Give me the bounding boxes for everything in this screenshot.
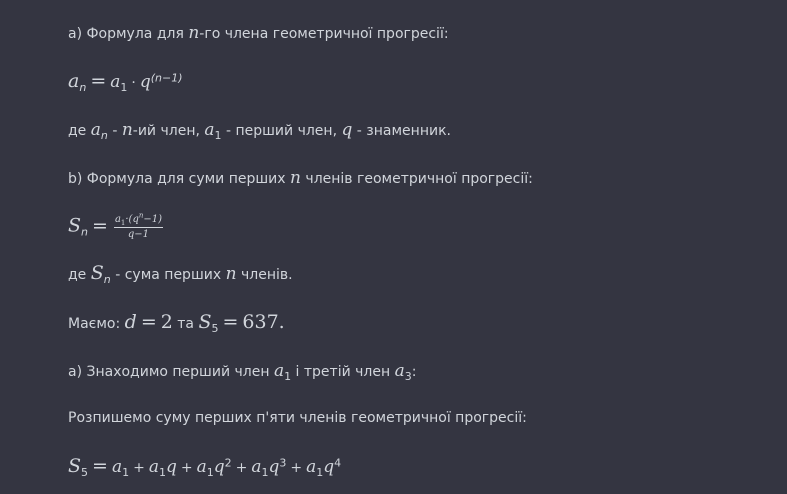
step-expand-sum [68,408,527,428]
text: де [68,123,91,139]
math-subscript: n [81,225,89,239]
math-operator: + [180,460,193,476]
formula-sum [68,211,163,241]
heading-nth-term-formula [68,23,449,44]
math-variable: a [394,361,405,381]
text: Розпишемо суму перших п'яти членів геометричної прогресії: [68,410,527,426]
math-subscript: n [100,128,108,142]
math-number: 637. [242,311,285,333]
math-variable: S [90,262,104,284]
given-values [68,312,285,334]
math-variable: S [68,214,82,237]
fraction-numerator [114,211,163,228]
math-subscript: n [103,272,111,286]
fraction-denominator: q−1 [127,229,150,240]
math-subscript: 1 [120,219,126,227]
text: - перший член, [221,123,342,139]
math-operator: + [133,460,145,476]
text: -ий член, [132,123,205,139]
math-variable: a [273,361,285,381]
math-exponent: 3 [279,456,287,470]
text: b) Формула для суми перших [68,171,291,187]
math-exponent: 2 [224,456,232,470]
math-expression: ·(q [125,214,139,225]
math-subscript: 1 [206,465,214,479]
text: : [411,364,417,380]
nth-term-explanation [68,120,451,141]
sum-explanation [68,263,293,285]
math-operator: = [140,311,157,333]
text: а) Формула для [68,26,189,42]
math-subscript: 1 [316,465,324,479]
text: Маємо: [68,316,125,332]
formula-nth-term [68,71,183,93]
math-subscript: 1 [158,465,166,479]
math-variable: a [148,457,159,477]
math-fraction [114,211,163,241]
math-variable: q [139,72,151,92]
math-variable: a [110,72,121,92]
text: членів. [236,267,293,283]
math-variable: a [251,457,262,477]
math-variable: a [114,214,121,225]
math-subscript: 5 [81,465,89,479]
math-operator: = [92,455,108,477]
text: - сума перших [110,267,226,283]
math-exponent: (n−1) [150,71,183,85]
math-variable: n [188,23,200,43]
math-exponent: n [138,211,144,220]
text: а) Знаходимо перший член [68,364,274,380]
math-operator: = [222,311,239,333]
text: де [68,267,91,283]
math-subscript: 1 [284,369,292,383]
math-subscript: 1 [261,465,269,479]
step-find-terms [68,361,416,382]
math-subscript: 5 [211,321,219,335]
math-variable: a [204,120,215,140]
math-variable: a [90,120,101,140]
text: -го члена геометричної прогресії: [199,26,449,42]
math-variable: a [68,70,80,92]
math-variable: a [306,457,317,477]
math-subscript: 1 [120,80,128,94]
math-variable: q [268,457,280,477]
math-operator: = [92,214,108,237]
math-subscript: 1 [214,128,222,142]
math-variable: q [165,457,177,477]
math-variable: a [111,457,123,477]
math-expression: −1) [143,214,163,225]
math-operator: + [290,460,303,476]
math-operator: + [235,460,248,476]
math-variable: n [225,264,237,284]
math-variable: q [323,457,335,477]
math-variable: d [124,311,137,333]
math-subscript: 3 [404,369,412,383]
math-number: 2 [160,311,173,333]
text: - [107,123,122,139]
math-variable: n [290,168,301,188]
math-operator: = [90,70,107,92]
math-subscript: n [79,80,87,94]
formula-s5-expanded [68,456,341,478]
math-exponent: 4 [334,456,342,470]
math-variable: S [198,311,212,333]
text: членів геометричної прогресії: [300,171,533,187]
text: та [172,316,199,332]
text: і третій член [291,364,395,380]
math-subscript: 1 [122,465,130,479]
heading-sum-formula [68,168,533,189]
math-variable: n [121,120,133,140]
math-variable: q [213,457,225,477]
math-variable: a [196,457,207,477]
math-variable: S [68,455,82,477]
math-variable: q [341,120,353,140]
math-operator: · [131,75,136,91]
text: - знаменник. [352,123,451,139]
